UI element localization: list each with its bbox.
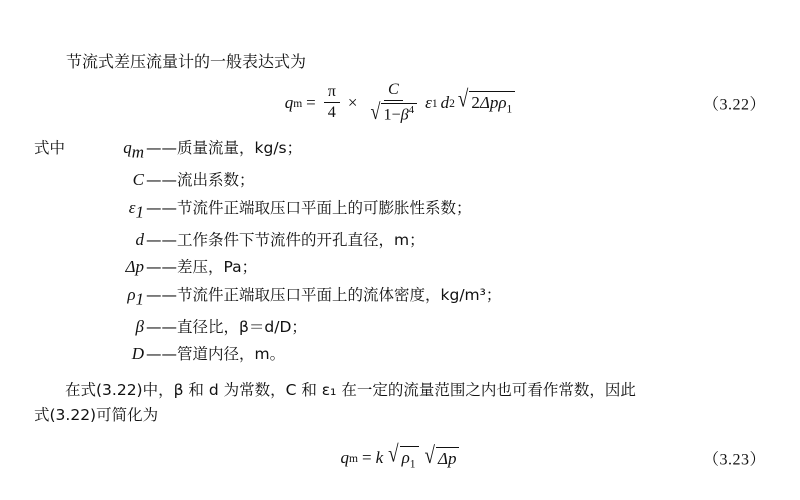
definition-text-qm: 质量流量，kg/s； — [177, 139, 303, 158]
equation-3-23-number: （3.23） — [702, 451, 766, 469]
closing-paragraph-1: 在式(3.22)中，β 和 d 为常数，C 和 ε₁ 在一定的流量范围之内也可看作常数，因此 — [65, 380, 636, 399]
definition-text-beta: 直径比，β＝d/D； — [177, 317, 307, 336]
definition-symbol-qm: qm — [123, 138, 144, 162]
definition-dash-qm: —— — [146, 139, 177, 158]
symbol-definition-list — [34, 134, 766, 367]
definition-symbol-delta-p: Δp — [125, 257, 144, 277]
sqrt-one-minus-beta4: √ $1-\beta^4$ — [371, 103, 418, 124]
definition-dash-rho1: —— — [146, 285, 177, 304]
sqrt-2dp-rho1: √ 2Δpρ$_1$ — [458, 91, 515, 115]
definition-symbol-c: C — [132, 170, 144, 190]
definition-row-c — [34, 166, 766, 194]
sqrt-delta-p: √ Δp — [425, 447, 460, 469]
definition-dash-beta: —— — [146, 317, 177, 336]
definition-row-D — [34, 340, 766, 368]
equation-3-23: q m = k √ $\rho_1$ √ Δp — [341, 446, 460, 470]
definition-text-c: 流出系数； — [177, 171, 255, 190]
definition-dash-D: —— — [146, 345, 177, 364]
definition-text-D: 管道内径，m。 — [177, 345, 286, 364]
definition-symbol-epsilon1: ε1 — [128, 197, 144, 222]
document-content — [34, 50, 766, 485]
equation-3-22-row — [34, 82, 766, 124]
definition-row-qm — [34, 134, 766, 166]
definition-row-d — [34, 226, 766, 254]
definition-dash-d: —— — [146, 230, 177, 249]
definition-row-epsilon1 — [34, 194, 766, 226]
definition-symbol-d: d — [135, 229, 144, 249]
definition-dash-c: —— — [146, 171, 177, 190]
definition-symbol-D: D — [131, 344, 144, 364]
definition-dash-epsilon1: —— — [146, 198, 177, 217]
equation-3-22-number: （3.22） — [702, 96, 766, 114]
definition-symbol-beta: β — [135, 316, 144, 336]
definition-row-beta — [34, 313, 766, 341]
sqrt-rho1: √ $\rho_1$ — [388, 446, 418, 470]
definition-symbol-rho1: ρ1 — [127, 284, 144, 309]
definition-text-rho1: 节流件正端取压口平面上的流体密度，kg/m³； — [177, 285, 502, 304]
definition-row-rho1 — [34, 281, 766, 313]
where-label: 式中 — [34, 139, 66, 158]
definition-text-epsilon1: 节流件正端取压口平面上的可膨胀性系数； — [177, 198, 472, 217]
fraction-c-over-sqrt: C √ $1-\beta^4$ — [366, 82, 422, 124]
definition-row-delta-p — [34, 253, 766, 281]
definition-text-d: 工作条件下节流件的开孔直径，m； — [177, 230, 425, 249]
definition-text-delta-p: 差压，Pa； — [177, 258, 258, 277]
equation-3-22: q m = $\frac{\pi}{4}$ × C √ $1-\beta^4$ ε 1 d 2 √ 2Δpρ$_1$ — [285, 82, 516, 124]
closing-paragraph-2: 式(3.22)可简化为 — [34, 405, 159, 424]
equation-3-23-row — [34, 441, 766, 475]
intro-paragraph: 节流式差压流量计的一般表达式为 — [66, 52, 307, 71]
definition-dash-delta-p: —— — [146, 258, 177, 277]
fraction-pi-over-4: $\frac{\pi}{4}$ — [324, 84, 340, 122]
